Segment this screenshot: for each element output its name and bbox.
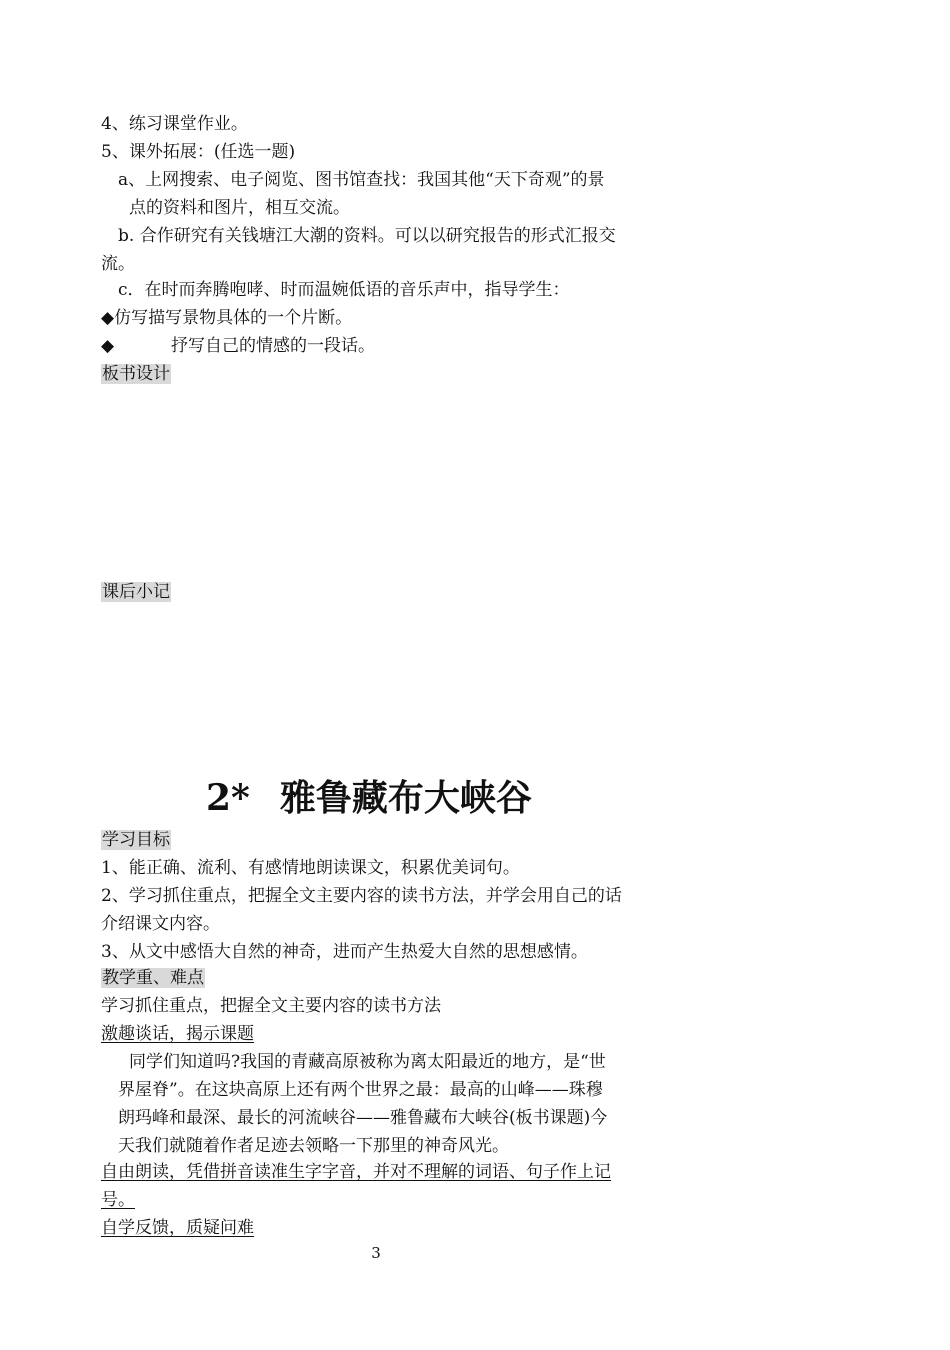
board-design-label: 板书设计 xyxy=(102,364,170,384)
feedback-label: 自学反馈，质疑问难 xyxy=(101,1218,254,1238)
lesson-number: 2* xyxy=(206,777,250,819)
goal-2-line1: 2、学习抓住重点，把握全文主要内容的读书方法，并学会用自己的话 xyxy=(101,886,622,906)
exercise-item-5: 5、课外拓展：(任选一题) xyxy=(101,142,296,162)
section-heading-intro xyxy=(101,1020,653,1048)
bullet-item-2: 抒写自己的情感的一段话。 xyxy=(171,336,375,356)
extension-option-a-line1: a、上网搜索、电子阅览、图书馆查找：我国其他“天下奇观”的景 xyxy=(118,170,605,190)
page-number: 3 xyxy=(371,1244,381,1262)
extension-option-b-line2: 流。 xyxy=(101,254,135,274)
intro-line-1: 同学们知道吗?我国的青藏高原被称为离太阳最近的地方，是“世 xyxy=(129,1052,606,1072)
intro-line-3: 朗玛峰和最深、最长的河流峡谷——雅鲁藏布大峡谷(板书课题)今 xyxy=(118,1108,608,1128)
exercise-item-4: 4、练习课堂作业。 xyxy=(101,114,248,134)
goal-2-line2: 介绍课文内容。 xyxy=(101,914,220,934)
free-reading-line2 xyxy=(101,1186,653,1214)
free-reading-text-2: 号。 xyxy=(101,1190,135,1210)
goal-1: 1、能正确、流利、有感情地朗读课文，积累优美词句。 xyxy=(101,858,520,878)
learning-goals-label: 学习目标 xyxy=(102,830,170,850)
bullet-icon: ◆ xyxy=(101,336,115,356)
lesson-title xyxy=(206,770,532,826)
section-heading-board xyxy=(101,360,653,388)
section-heading-notes xyxy=(101,578,653,606)
goal-3: 3、从文中感悟大自然的神奇，进而产生热爱大自然的思想感情。 xyxy=(101,942,588,962)
key-points-text: 学习抓住重点，把握全文主要内容的读书方法 xyxy=(101,996,441,1016)
bullet-item-1: ◆仿写描写景物具体的一个片断。 xyxy=(101,308,353,328)
section-heading-feedback xyxy=(101,1214,653,1242)
section-heading-keypoints xyxy=(101,964,653,992)
key-points-label: 教学重、难点 xyxy=(102,968,204,988)
intro-label: 激趣谈话，揭示课题 xyxy=(101,1024,254,1044)
extension-option-a-line2: 点的资料和图片，相互交流。 xyxy=(129,198,350,218)
intro-line-4: 天我们就随着作者足迹去领略一下那里的神奇风光。 xyxy=(118,1136,509,1156)
free-reading-text-1: 自由朗读，凭借拼音读准生字字音，并对不理解的词语、句子作上记 xyxy=(101,1162,611,1182)
section-heading-goals xyxy=(101,826,653,854)
free-reading-line1 xyxy=(101,1158,653,1186)
after-class-notes-label: 课后小记 xyxy=(102,582,170,602)
extension-option-c: c．在时而奔腾咆哮、时而温婉低语的音乐声中，指导学生： xyxy=(118,280,570,300)
intro-line-2: 界屋脊”。在这块高原上还有两个世界之最：最高的山峰——珠穆 xyxy=(118,1080,603,1100)
extension-option-b-line1: b. 合作研究有关钱塘江大潮的资料。可以以研究报告的形式汇报交 xyxy=(118,226,616,246)
lesson-name: 雅鲁藏布大峡谷 xyxy=(279,777,532,819)
